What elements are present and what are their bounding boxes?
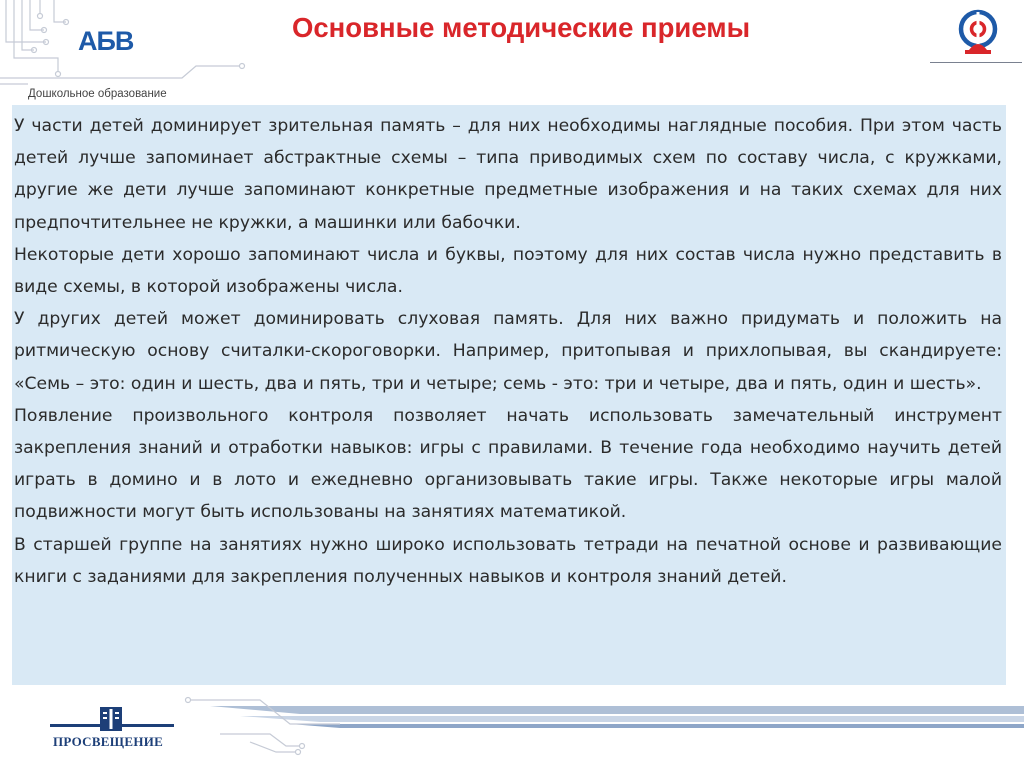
body-text — [14, 110, 1002, 593]
emblem-logo-icon — [955, 8, 1001, 56]
page-title: Основные методические приемы — [292, 12, 751, 43]
abv-logo-subtitle: Дошкольное образование — [28, 88, 167, 100]
paragraph: Некоторые дети хорошо запоминают числа и буквы, поэтому для них состав числа нужно представить в виде схемы, в которой изображены числа. — [14, 244, 1002, 298]
paragraph: У части детей доминирует зрительная память – для них необходимы наглядные пособия. При этом часть детей лучше запоминает абстрактные схемы – типа приводимых схем по составу числа, с кружками, другие же дети лучше запоминают конкретные предметные изображения и на таких схемах для них предпочтительнее не кружки, а машинки или бабочки. — [14, 116, 1002, 233]
paragraph: Появление произвольного контроля позволяет начать использовать замечательный инструмент закрепления знаний и отработки навыков: игры с правилами. В течение года необходимо научить детей играть в домино и в лото и ежедневно организовывать такие игры. Также некоторые игры малой подвижности могут быть использованы на занятиях математикой. — [14, 405, 1002, 523]
header-divider — [930, 62, 1022, 63]
abv-logo: АБВ — [78, 26, 134, 56]
footer-bands — [0, 690, 1024, 767]
prosveshchenie-book-logo-icon — [98, 705, 124, 733]
footer-brand: ПРОСВЕЩЕНИЕ — [53, 734, 164, 749]
paragraph: У других детей может доминировать слуховая память. Для них важно придумать и положить на ритмическую основу считалки-скороговорки. Например, притопывая и прихлопывая, вы скандируете: «Семь – это: один и шесть, два и пять, три и четыре; семь - это: три и четыре, два и пять, один и шесть». — [14, 309, 1002, 394]
paragraph: В старшей группе на занятиях нужно широко использовать тетради на печатной основе и развивающие книги с заданиями для закрепления полученных навыков и контроля знаний детей. — [14, 534, 1002, 587]
